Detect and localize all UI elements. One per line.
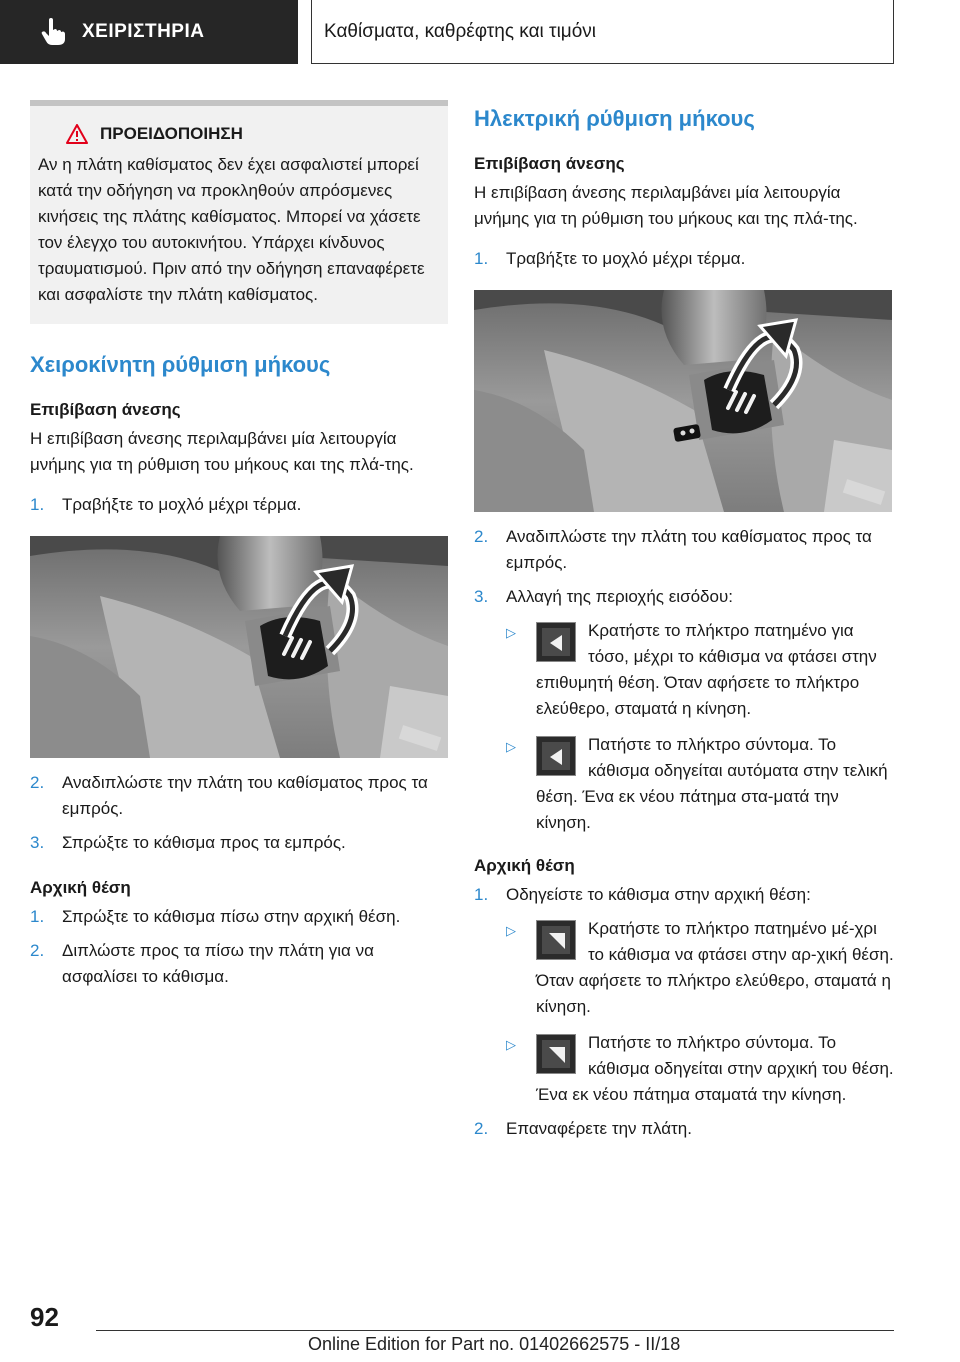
manual-step: [30, 830, 448, 856]
manual-intro: Η επιβίβαση άνεσης περιλαμβάνει μία λειτουργία μνήμης για τη ρύθμιση του μήκους και της πλά-της.: [30, 429, 414, 474]
step-text: Σπρώξτε το κάθισμα προς τα εμπρός.: [62, 833, 346, 852]
seat-lever-photo: [30, 536, 448, 758]
step-number: 3.: [30, 833, 45, 852]
electric-step: [474, 584, 894, 610]
chapter-tab[interactable]: [311, 0, 894, 64]
electric-intro: Η επιβίβαση άνεσης περιλαμβάνει μία λειτουργία μνήμης για τη ρύθμιση του μήκους και της πλά-της.: [474, 183, 858, 228]
step-number: 1.: [30, 907, 45, 926]
manual-step: [30, 492, 448, 518]
triangle-bullet-icon: ▷: [506, 739, 516, 754]
triangle-bullet-icon: ▷: [506, 923, 516, 938]
step-text: Τραβήξτε το μοχλό μέχρι τέρμα.: [506, 249, 746, 268]
electric-heading: Ηλεκτρική ρύθμιση μήκους: [474, 106, 755, 131]
sub-step: [506, 916, 894, 1020]
step-text: Οδηγείστε το κάθισμα στην αρχική θέση:: [506, 885, 811, 904]
step-number: 2.: [30, 941, 45, 960]
right-column: [474, 100, 894, 1142]
seat-right-button-icon: [536, 920, 576, 960]
sub-step: [506, 618, 894, 722]
page-header: [0, 0, 960, 66]
sub-step-text: Κρατήστε το πλήκτρο πατημένο μέ-χρι το κάθισμα να φτάσει στην αρ-χική θέση. Όταν αφήσετε το πλήκτρο ελεύθερο, σταματά η κίνηση.: [536, 919, 894, 1016]
sub-step-text: Πατήστε το πλήκτρο σύντομα. Το κάθισμα οδηγείται αυτόματα στην τελική θέση. Ένα εκ νέου πάτημα στα-ματά την κίνηση.: [536, 735, 888, 832]
page-number: 92: [30, 1302, 59, 1332]
triangle-bullet-icon: ▷: [506, 625, 516, 640]
electric-subheading: Επιβίβαση άνεσης: [474, 154, 625, 173]
step-number: 2.: [30, 773, 45, 792]
manual-subheading: Επιβίβαση άνεσης: [30, 400, 181, 419]
step-number: 1.: [474, 885, 489, 904]
warning-text: Αν η πλάτη καθίσματος δεν έχει ασφαλιστεί μπορεί κατά την οδήγηση να προκληθούν απρόσμενες κινήσεις της πλάτης καθίσματος. Μπορεί να χάσετε τον έλεγχο του αυτοκινήτου. Υπάρχει κίνδυνος τραυματισμού. Πριν από την οδήγηση επαναφέρετε και ασφαλίστε την πλάτη καθίσματος.: [38, 155, 425, 304]
sub-step: [506, 732, 894, 836]
seat-lever-photo: [474, 290, 892, 512]
sub-step-text: Κρατήστε το πλήκτρο πατημένο για τόσο, μέχρι το κάθισμα να φτάσει στην επιθυμητή θέση. Όταν αφήσετε το πλήκτρο ελεύθερο, σταματά η κίνηση.: [536, 621, 877, 718]
electric-step: [474, 246, 894, 272]
step-text: Αναδιπλώστε την πλάτη του καθίσματος προς τα εμπρός.: [62, 773, 428, 818]
electric-home-heading: Αρχική θέση: [474, 856, 575, 875]
step-text: Αλλαγή της περιοχής εισόδου:: [506, 587, 733, 606]
electric-home-step: [474, 882, 894, 908]
manual-heading: Χειροκίνητη ρύθμιση μήκους: [30, 352, 331, 377]
step-number: 2.: [474, 527, 489, 546]
edition-text: Online Edition for Part no. 01402662575 - II/18: [308, 1334, 681, 1354]
triangle-bullet-icon: ▷: [506, 1037, 516, 1052]
warning-box: [30, 100, 448, 324]
sub-step: [506, 1030, 894, 1108]
step-number: 3.: [474, 587, 489, 606]
step-text: Διπλώστε προς τα πίσω την πλάτη για να ασφαλίσει το κάθισμα.: [62, 941, 374, 986]
step-text: Επαναφέρετε την πλάτη.: [506, 1119, 692, 1138]
manual-step: [30, 770, 448, 822]
warning-triangle-icon: [66, 124, 88, 144]
step-text: Τραβήξτε το μοχλό μέχρι τέρμα.: [62, 495, 302, 514]
step-text: Σπρώξτε το κάθισμα πίσω στην αρχική θέση.: [62, 907, 401, 926]
sub-step-text: Πατήστε το πλήκτρο σύντομα. Το κάθισμα οδηγείται στην αρχική του θέση. Ένα εκ νέου πάτημα σταματά την κίνηση.: [536, 1033, 894, 1104]
electric-step: [474, 524, 894, 576]
warning-title: ΠΡΟΕΙΔΟΠΟΙΗΣΗ: [100, 124, 243, 143]
footer-divider: [96, 1330, 894, 1331]
warning-header: [66, 124, 434, 144]
step-number: 2.: [474, 1119, 489, 1138]
seat-right-button-icon: [536, 1034, 576, 1074]
section-tab[interactable]: [0, 0, 298, 64]
chapter-title: Καθίσματα, καθρέφτης και τιμόνι: [324, 20, 597, 42]
left-column: [30, 100, 448, 990]
electric-home-step: [474, 1116, 894, 1142]
step-text: Αναδιπλώστε την πλάτη του καθίσματος προς τα εμπρός.: [506, 527, 872, 572]
manual-home-step: [30, 938, 448, 990]
manual-home-step: [30, 904, 448, 930]
step-number: 1.: [474, 249, 489, 268]
section-label: ΧΕΙΡΙΣΤΗΡΙΑ: [82, 21, 205, 42]
step-number: 1.: [30, 495, 45, 514]
seat-left-button-icon: [536, 622, 576, 662]
manual-home-heading: Αρχική θέση: [30, 878, 131, 897]
hand-pointer-icon: [40, 18, 66, 46]
page-footer: [0, 1290, 960, 1362]
seat-left-button-icon: [536, 736, 576, 776]
